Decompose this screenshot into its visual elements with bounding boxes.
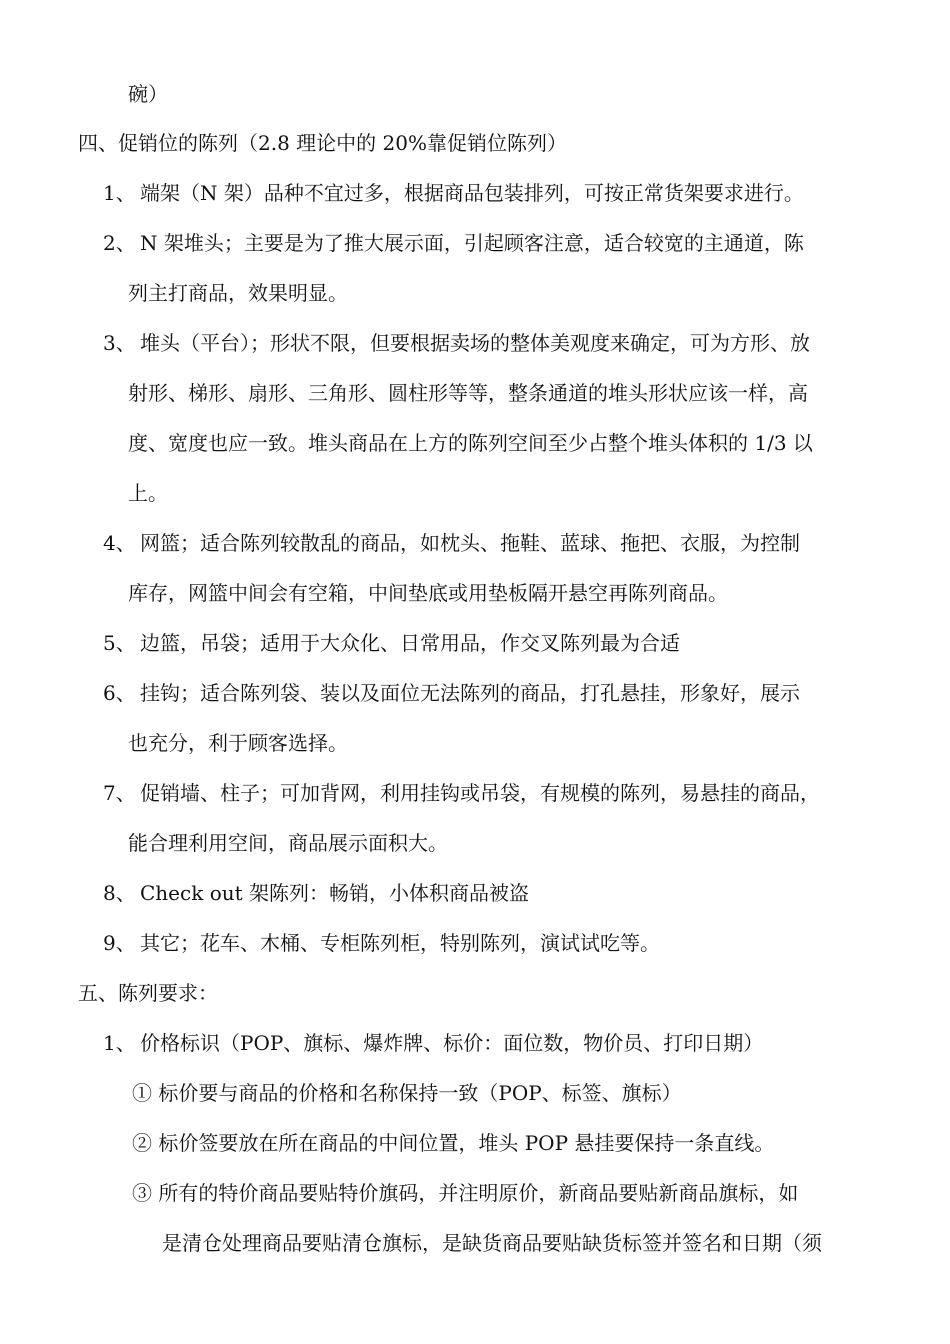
text-line: 是清仓处理商品要贴清仓旗标，是缺货商品要贴缺货标签并签名和日期（须 [162, 1231, 822, 1255]
text-line: 其它；花车、木桶、专柜陈列柜，特别陈列，演试试吃等。 [140, 931, 660, 955]
text-line: 射形、梯形、扇形、三角形、圆柱形等等，整条通道的堆头形状应该一样，高 [128, 381, 808, 405]
text-line: 边篮，吊袋；适用于大众化、日常用品，作交叉陈列最为合适 [140, 631, 680, 655]
item-number: 7、 [103, 781, 136, 805]
item-number: 6、 [103, 681, 136, 705]
text-line: 度、宽度也应一致。堆头商品在上方的陈列空间至少占整个堆头体积的 1/3 以 [128, 431, 813, 455]
text-line: 价格标识（POP、旗标、爆炸牌、标价：面位数，物价员、打印日期） [140, 1031, 764, 1055]
item-number: 2、 [103, 231, 136, 255]
sub-item-3: ③ 所有的特价商品要贴特价旗码，并注明原价，新商品要贴新商品旗标，如 [132, 1181, 799, 1205]
item-number: 4、 [103, 531, 136, 555]
text-line: 碗） [128, 82, 168, 106]
text-line: 列主打商品，效果明显。 [128, 281, 348, 305]
text-line: 挂钩；适合陈列袋、装以及面位无法陈列的商品，打孔悬挂，形象好，展示 [140, 681, 800, 705]
sub-item-1: ① 标价要与商品的价格和名称保持一致（POP、标签、旗标） [132, 1081, 682, 1105]
item-number: 8、 [103, 881, 136, 905]
item-number: 1、 [103, 181, 136, 205]
section-heading-4: 四、促销位的陈列（2.8 理论中的 20%靠促销位陈列） [78, 131, 567, 155]
text-line: N 架堆头；主要是为了推大展示面，引起顾客注意，适合较宽的主通道，陈 [140, 231, 804, 255]
text-line: 端架（N 架）品种不宜过多，根据商品包装排列，可按正常货架要求进行。 [140, 181, 804, 205]
text-line: 堆头（平台）；形状不限，但要根据卖场的整体美观度来确定，可为方形、放 [140, 331, 810, 355]
section-heading-5: 五、陈列要求： [78, 981, 218, 1005]
item-number: 1、 [103, 1031, 136, 1055]
text-line: 上。 [128, 481, 168, 505]
item-number: 3、 [103, 331, 136, 355]
text-line: 促销墙、柱子；可加背网，利用挂钩或吊袋，有规模的陈列，易悬挂的商品， [140, 781, 820, 805]
text-line: Check out 架陈列：畅销，小体积商品被盗 [140, 881, 530, 905]
item-number: 9、 [103, 931, 136, 955]
text-line: 也充分，利于顾客选择。 [128, 731, 348, 755]
sub-item-2: ② 标价签要放在所在商品的中间位置，堆头 POP 悬挂要保持一条直线。 [132, 1131, 775, 1155]
item-number: 5、 [103, 631, 136, 655]
text-line: 库存，网篮中间会有空箱，中间垫底或用垫板隔开悬空再陈列商品。 [128, 581, 728, 605]
text-line: 能合理利用空间，商品展示面积大。 [128, 831, 448, 855]
text-line: 网篮；适合陈列较散乱的商品，如枕头、拖鞋、蓝球、拖把、衣服，为控制 [140, 531, 800, 555]
